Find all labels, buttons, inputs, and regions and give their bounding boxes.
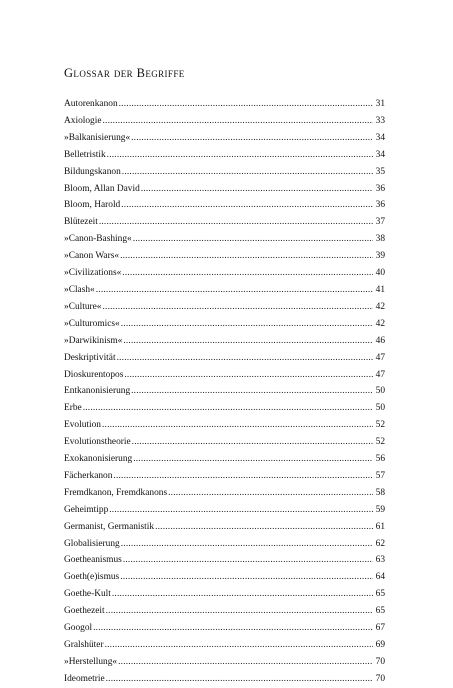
dot-leader bbox=[102, 417, 373, 434]
glossary-term: »Canon-Bashing« bbox=[64, 234, 132, 245]
page-number: 56 bbox=[375, 454, 385, 465]
glossary-entry bbox=[64, 383, 385, 400]
dot-leader bbox=[119, 96, 373, 113]
glossary-term: Belletristik bbox=[64, 149, 106, 160]
dot-leader bbox=[109, 502, 373, 519]
page-number: 31 bbox=[375, 99, 385, 109]
glossary-term: Erbe bbox=[64, 403, 82, 414]
dot-leader bbox=[106, 603, 373, 620]
glossary-entry bbox=[64, 434, 385, 451]
glossary-entry bbox=[64, 468, 385, 485]
glossary-entry bbox=[64, 197, 385, 214]
page-number: 34 bbox=[375, 149, 385, 160]
page-number: 59 bbox=[375, 504, 385, 515]
page-number: 50 bbox=[375, 403, 385, 414]
glossary-term: Blütezeit bbox=[64, 217, 98, 228]
dot-leader bbox=[107, 147, 373, 164]
glossary-entry bbox=[64, 536, 385, 553]
page-number: 42 bbox=[375, 301, 385, 312]
glossary-term: Bildungskanon bbox=[64, 166, 121, 177]
dot-leader bbox=[123, 333, 373, 350]
glossary-term: Googol bbox=[64, 623, 93, 634]
glossary-entry bbox=[64, 519, 385, 536]
glossary-entry bbox=[64, 214, 385, 231]
page-number: 62 bbox=[375, 538, 385, 549]
dot-leader bbox=[121, 536, 373, 553]
dot-leader bbox=[131, 130, 373, 147]
glossary-term: Bloom, Harold bbox=[64, 200, 121, 211]
dot-leader bbox=[132, 434, 373, 451]
glossary-entry bbox=[64, 316, 385, 333]
page-number: 47 bbox=[375, 352, 385, 363]
dot-leader bbox=[103, 113, 374, 130]
dot-leader bbox=[112, 586, 373, 603]
page-number: 33 bbox=[375, 115, 385, 126]
page-number: 65 bbox=[375, 606, 385, 617]
glossary-term: »Balkanisierung« bbox=[64, 132, 131, 143]
page-number: 52 bbox=[375, 437, 385, 448]
dot-leader bbox=[121, 197, 373, 214]
glossary-term: Globalisierung bbox=[64, 538, 120, 549]
page-number: 46 bbox=[375, 335, 385, 346]
glossary-term: Fächerkanon bbox=[64, 470, 113, 481]
page-number: 64 bbox=[375, 572, 385, 583]
glossary-entry bbox=[64, 400, 385, 417]
glossary-term: Goeth(e)ismus bbox=[64, 572, 120, 583]
glossary-term: Dioskurentopos bbox=[64, 369, 124, 380]
glossary-entry bbox=[64, 333, 385, 350]
glossary-term: »Canon Wars« bbox=[64, 251, 120, 262]
glossary-term: Goethezeit bbox=[64, 606, 105, 617]
dot-leader bbox=[141, 181, 373, 198]
glossary-term: Fremdkanon, Fremdkanons bbox=[64, 487, 168, 498]
page-number: 57 bbox=[375, 470, 385, 481]
page-number: 50 bbox=[375, 386, 385, 397]
glossary-entry bbox=[64, 299, 385, 316]
dot-leader bbox=[155, 519, 373, 536]
glossary-entry bbox=[64, 417, 385, 434]
dot-leader bbox=[99, 214, 373, 231]
glossary-term: »Clash« bbox=[64, 284, 95, 295]
glossary-term: Evolution bbox=[64, 420, 101, 431]
glossary-entry bbox=[64, 569, 385, 586]
glossary-term: Autorenkanon bbox=[64, 99, 118, 109]
glossary-index bbox=[64, 96, 385, 688]
glossary-entry bbox=[64, 282, 385, 299]
glossary-entry bbox=[64, 485, 385, 502]
page-number: 47 bbox=[375, 369, 385, 380]
dot-leader bbox=[117, 350, 373, 367]
page-number: 37 bbox=[375, 217, 385, 228]
dot-leader bbox=[118, 654, 373, 671]
dot-leader bbox=[168, 485, 373, 502]
glossary-entry bbox=[64, 164, 385, 181]
page-number: 58 bbox=[375, 487, 385, 498]
glossary-entry bbox=[64, 671, 385, 688]
page-number: 63 bbox=[375, 555, 385, 566]
glossary-term: Bloom, Allan David bbox=[64, 183, 140, 194]
glossary-term: Entkanonisierung bbox=[64, 386, 131, 397]
page-number: 34 bbox=[375, 132, 385, 143]
dot-leader bbox=[133, 451, 373, 468]
glossary-entry bbox=[64, 654, 385, 671]
page-number: 70 bbox=[375, 673, 385, 684]
glossary-term: Evolutionstheorie bbox=[64, 437, 131, 448]
dot-leader bbox=[120, 248, 373, 265]
glossary-entry bbox=[64, 113, 385, 130]
glossary-entry bbox=[64, 265, 385, 282]
page-number: 38 bbox=[375, 234, 385, 245]
page-number: 52 bbox=[375, 420, 385, 431]
dot-leader bbox=[121, 316, 373, 333]
page-number: 39 bbox=[375, 251, 385, 262]
dot-leader bbox=[133, 231, 373, 248]
page-title: Glossar der Begriffe bbox=[64, 66, 185, 80]
glossary-entry bbox=[64, 451, 385, 468]
dot-leader bbox=[83, 400, 373, 417]
glossary-entry bbox=[64, 350, 385, 367]
dot-leader bbox=[106, 671, 373, 688]
dot-leader bbox=[122, 265, 373, 282]
glossary-term: Ideometrie bbox=[64, 673, 105, 684]
glossary-term: Gralshüter bbox=[64, 640, 104, 650]
glossary-term: »Herstellung« bbox=[64, 656, 118, 667]
page-number: 36 bbox=[375, 183, 385, 194]
glossary-entry bbox=[64, 96, 385, 113]
dot-leader bbox=[123, 552, 373, 569]
page-number: 61 bbox=[375, 521, 385, 532]
glossary-term: »Culture« bbox=[64, 301, 102, 312]
glossary-term: Deskriptivität bbox=[64, 352, 116, 363]
glossary-term: »Civilizations« bbox=[64, 268, 122, 279]
dot-leader bbox=[122, 164, 373, 181]
glossary-entry bbox=[64, 147, 385, 164]
glossary-entry bbox=[64, 367, 385, 384]
page-number: 41 bbox=[375, 284, 385, 295]
glossary-entry bbox=[64, 586, 385, 603]
glossary-term: Germanist, Germanistik bbox=[64, 521, 155, 532]
page-number: 67 bbox=[375, 623, 385, 634]
page-number: 40 bbox=[375, 268, 385, 279]
glossary-entry bbox=[64, 130, 385, 147]
dot-leader bbox=[93, 620, 373, 637]
dot-leader bbox=[113, 468, 373, 485]
page-number: 70 bbox=[375, 656, 385, 667]
dot-leader bbox=[96, 282, 373, 299]
page-number: 42 bbox=[375, 318, 385, 329]
glossary-term: Exokanonisierung bbox=[64, 454, 133, 465]
glossary-term: »Darwikinism« bbox=[64, 335, 123, 346]
glossary-entry bbox=[64, 620, 385, 637]
glossary-term: »Culturomics« bbox=[64, 318, 120, 329]
page-number: 65 bbox=[375, 589, 385, 600]
glossary-term: Axiologie bbox=[64, 115, 102, 126]
dot-leader bbox=[120, 569, 373, 586]
dot-leader bbox=[131, 383, 373, 400]
glossary-term: Goetheanismus bbox=[64, 555, 122, 566]
glossary-entry bbox=[64, 552, 385, 569]
glossary-term: Geheimtipp bbox=[64, 504, 109, 515]
glossary-entry bbox=[64, 181, 385, 198]
dot-leader bbox=[103, 299, 374, 316]
page-number: 36 bbox=[375, 200, 385, 211]
glossary-term: Goethe-Kult bbox=[64, 589, 111, 600]
glossary-entry bbox=[64, 502, 385, 519]
page-number: 35 bbox=[375, 166, 385, 177]
glossary-entry bbox=[64, 603, 385, 620]
page-number: 69 bbox=[375, 640, 385, 650]
dot-leader bbox=[124, 367, 373, 384]
glossary-entry bbox=[64, 231, 385, 248]
glossary-entry bbox=[64, 248, 385, 265]
